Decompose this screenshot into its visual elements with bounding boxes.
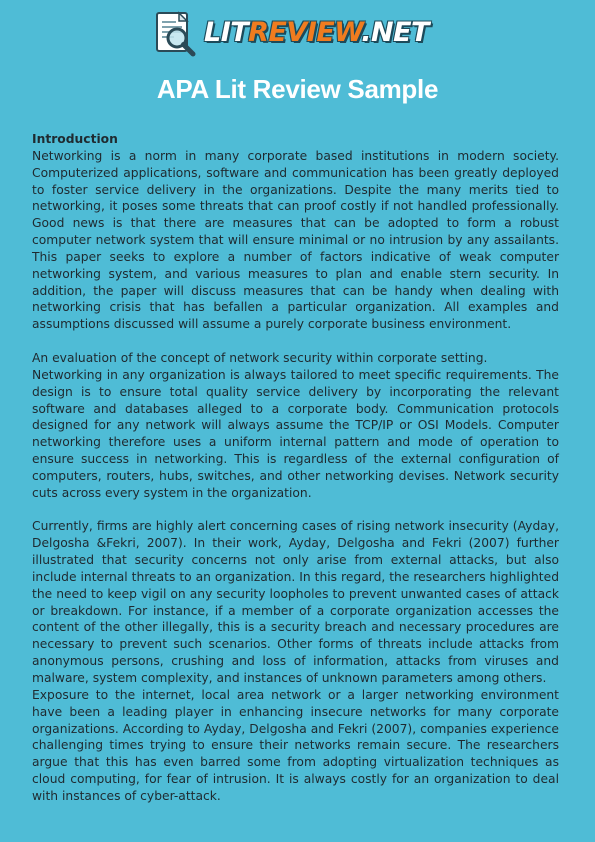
paragraph-spacer: [32, 333, 559, 350]
logo-text-net: .NET: [361, 17, 429, 48]
section-heading-introduction: Introduction: [32, 132, 118, 146]
document-magnifier-icon: [152, 10, 200, 58]
page-title: APA Lit Review Sample: [156, 74, 439, 104]
logo-text-review: REVIEW: [248, 17, 362, 48]
article-body: [32, 131, 559, 805]
paragraph-network-design: Networking in any organization is always tailored to meet specific requirements. The design is to ensure total quality service delivery by incorporating the relevant software and databases alleged to a corporate body. Communication protocols designed for any network will always assume the TCP/IP or OSI Models. Computer networking therefore uses a uniform internal pattern and mode of operation to ensure success in networking. This is regardless of the external configuration of computers, routers, hubs, switches, and other networking devises. Network security cuts across every system in the organization.: [32, 367, 559, 500]
site-logo[interactable]: [204, 17, 429, 48]
paragraph-evaluation-heading: An evaluation of the concept of network security within corporate setting.: [32, 350, 488, 365]
paragraph-network-insecurity: Currently, firms are highly alert concerning cases of rising network insecurity (Ayday, Delgosha &Fekri, 2007). In their work, Ayday, Delgosha and Fekri (2007) further illustrated that security concerns not only arise from external attacks, but also include internal threats to an organization. In this regard, the researchers highlighted the need to keep vigil on any security loopholes to prevent unwanted cases of attack or breakdown. For instance, if a member of a corporate organization accesses the content of the other illegally, this is a security breach and necessary procedures are necessary to prevent such scenarios. Other forms of threats include attacks from anonymous persons, crushing and loss of information, attacks from viruses and malware, system complexity, and instances of unknown parameters among others.: [32, 519, 559, 685]
site-header: [0, 8, 595, 60]
paragraph-spacer: [32, 502, 559, 519]
paragraph-introduction: Networking is a norm in many corporate based institutions in modern society. Computerized applications, software and communication has been greatly deployed to foster service delivery in the organizations. Despite the many merits tied to networking, it poses some threats that can proof costly if not handled professionally. Good news is that there are measures that can be adopted to form a robust computer network system that will ensure minimal or no intrusion by any assailants. This paper seeks to explore a number of factors indicative of weak computer networking system, and various measures to plan and enable stern security. In addition, the paper will discuss measures that can be handy when dealing with networking crisis that has befallen a particular organization. All examples and assumptions discussed will assume a purely corporate business environment.: [32, 148, 559, 332]
paragraph-internet-exposure: Exposure to the internet, local area network or a larger networking environment have been a leading player in enhancing insecure networks for many corporate organizations. According to Ayday, Delgosha and Fekri (2007), companies experience challenging times trying to ensure their networks remain secure. The researchers argue that this has even barred some from adopting virtualization techniques as cloud computing, for fear of intrusion. It is always costly for an organization to deal with instances of cyber-attack.: [32, 687, 559, 803]
logo-text-lit: LIT: [204, 17, 249, 48]
